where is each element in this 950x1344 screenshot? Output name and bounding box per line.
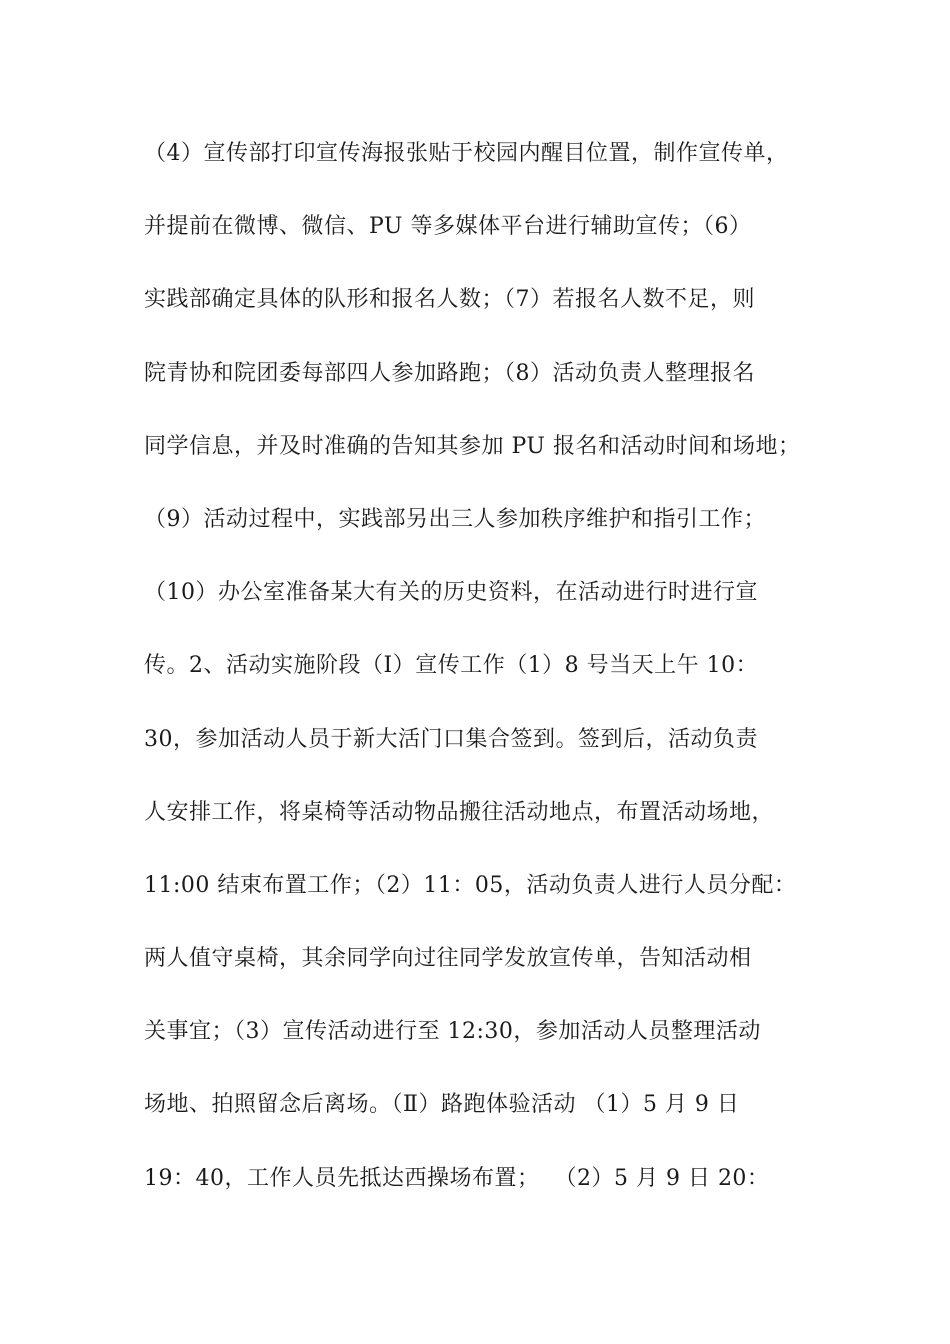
text-line-6: （9）活动过程中，实践部另出三人参加秩序维护和指引工作； xyxy=(144,506,766,532)
text-line-4: 院青协和院团委每部四人参加路跑；（8）活动负责人整理报名 xyxy=(144,360,755,386)
text-line-9: 30，参加活动人员于新大活门口集合签到。签到后，活动负责 xyxy=(144,726,758,752)
text-line-12: 两人值守桌椅，其余同学向过往同学发放宣传单，告知活动相 xyxy=(144,946,752,972)
text-line-11: 11:00 结束布置工作；（2）11：05，活动负责人进行人员分配： xyxy=(144,872,797,898)
body-text xyxy=(144,130,844,1228)
text-line-14: 场地、拍照留念后离场。（Ⅱ）路跑体验活动 （1）5 月 9 日 xyxy=(144,1092,740,1118)
text-line-3: 实践部确定具体的队形和报名人数；（7）若报名人数不足，则 xyxy=(144,287,755,313)
text-line-2: 并提前在微博、微信、PU 等多媒体平台进行辅助宣传；（6） xyxy=(144,214,752,240)
text-line-15: 19：40，工作人员先抵达西操场布置； （2）5 月 9 日 20： xyxy=(144,1165,770,1191)
text-line-8: 传。2、活动实施阶段（Ⅰ）宣传工作（1）8 号当天上午 10： xyxy=(144,653,759,679)
text-line-7: （10）办公室准备某大有关的历史资料，在活动进行时进行宣 xyxy=(144,580,758,606)
text-line-1: （4）宣传部打印宣传海报张贴于校园内醒目位置，制作宣传单， xyxy=(144,141,789,166)
text-line-10: 人安排工作，将桌椅等活动物品搬往活动地点，布置活动场地， xyxy=(144,799,775,825)
text-line-5: 同学信息，并及时准确的告知其参加 PU 报名和活动时间和场地； xyxy=(144,433,801,459)
text-line-13: 关事宜；（3）宣传活动进行至 12:30，参加活动人员整理活动 xyxy=(144,1019,761,1045)
